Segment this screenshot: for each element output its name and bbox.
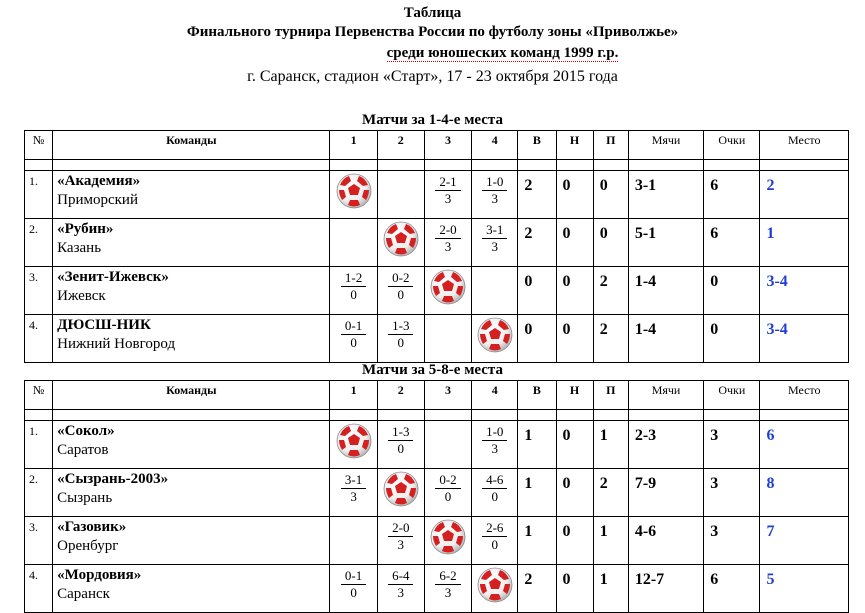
soccer-ball-icon (383, 471, 419, 507)
losses-value: 2 (593, 267, 628, 315)
goals-value: 1-4 (628, 267, 703, 315)
subtitle-age: среди юношеских команд 1999 г.р. (386, 45, 619, 61)
goals-value: 2-3 (628, 421, 703, 469)
match-points: 0 (350, 335, 357, 350)
row-number: 3. (25, 267, 53, 315)
column-header-c1: 1 (330, 131, 377, 160)
points-value: 3 (704, 469, 760, 517)
self-match-cell (330, 421, 377, 469)
row-number: 2. (25, 469, 53, 517)
team-name: «Сызрань-2003» (57, 471, 169, 487)
match-score: 0-1 (341, 568, 366, 585)
column-header-w: В (518, 131, 556, 160)
match-result-cell (377, 565, 424, 613)
team-cell (53, 421, 330, 469)
column-header-num: № (25, 381, 53, 410)
goals-value: 3-1 (628, 171, 703, 219)
team-name: «Мордовия» (57, 567, 142, 583)
match-points: 0 (491, 489, 498, 504)
match-points: 3 (491, 191, 498, 206)
points-value: 0 (704, 267, 760, 315)
soccer-ball-icon (430, 269, 466, 305)
table-row (25, 171, 849, 219)
standings-table (24, 130, 849, 363)
place-value: 5 (760, 565, 849, 613)
column-header-goals: Мячи (628, 381, 703, 410)
points-value: 0 (704, 315, 760, 363)
table-row (25, 315, 849, 363)
team-cell (53, 469, 330, 517)
standings-table (24, 380, 849, 613)
team-city: Сызрань (57, 490, 113, 506)
match-score: 6-2 (435, 568, 460, 585)
match-result-cell (330, 315, 377, 363)
place-value: 3-4 (760, 315, 849, 363)
wins-value: 0 (518, 267, 556, 315)
column-header-c3: 3 (424, 131, 471, 160)
match-score: 2-0 (388, 520, 413, 537)
match-points: 3 (350, 489, 357, 504)
match-result-cell (377, 517, 424, 565)
points-value: 6 (704, 219, 760, 267)
draws-value: 0 (556, 267, 593, 315)
wins-value: 1 (518, 421, 556, 469)
match-points: 3 (397, 537, 405, 552)
row-number: 4. (25, 565, 53, 613)
team-name: «Рубин» (57, 221, 114, 237)
table-row (25, 517, 849, 565)
team-name: «Газовик» (57, 519, 127, 535)
team-cell (53, 565, 330, 613)
match-score: 1-0 (482, 174, 507, 191)
soccer-ball-icon (477, 567, 513, 603)
place-value: 3-4 (760, 267, 849, 315)
match-points: 0 (444, 489, 452, 504)
place-value: 6 (760, 421, 849, 469)
title: Таблица (403, 5, 462, 21)
goals-value: 12-7 (628, 565, 703, 613)
draws-value: 0 (556, 565, 593, 613)
team-city: Саратов (57, 442, 109, 458)
group-title: Матчи за 1-4-е места (362, 112, 503, 128)
match-result-cell (424, 219, 471, 267)
match-score: 1-3 (388, 424, 413, 441)
match-score: 3-1 (482, 222, 507, 239)
column-header-l: П (593, 131, 628, 160)
place-value: 1 (760, 219, 849, 267)
draws-value: 0 (556, 469, 593, 517)
team-cell (53, 219, 330, 267)
empty-cell (472, 267, 518, 315)
goals-value: 7-9 (628, 469, 703, 517)
match-points: 3 (444, 239, 452, 254)
team-cell (53, 267, 330, 315)
match-result-cell (472, 469, 518, 517)
self-match-cell (377, 469, 424, 517)
match-points: 3 (444, 585, 452, 600)
match-result-cell (377, 315, 424, 363)
losses-value: 1 (593, 565, 628, 613)
column-header-points: Очки (704, 131, 760, 160)
match-score: 2-6 (482, 520, 507, 537)
self-match-cell (424, 517, 471, 565)
column-header-points: Очки (704, 381, 760, 410)
wins-value: 1 (518, 517, 556, 565)
losses-value: 2 (593, 315, 628, 363)
self-match-cell (472, 565, 518, 613)
column-header-place: Место (760, 131, 849, 160)
column-header-place: Место (760, 381, 849, 410)
soccer-ball-icon (336, 173, 372, 209)
match-score: 6-4 (388, 568, 413, 585)
match-result-cell (424, 469, 471, 517)
match-result-cell (330, 565, 377, 613)
row-number: 2. (25, 219, 53, 267)
soccer-ball-icon (477, 317, 513, 353)
match-result-cell (472, 421, 518, 469)
match-points: 0 (397, 287, 405, 302)
match-score: 3-1 (341, 472, 366, 489)
place-value: 7 (760, 517, 849, 565)
self-match-cell (472, 315, 518, 363)
losses-value: 2 (593, 469, 628, 517)
wins-value: 0 (518, 315, 556, 363)
match-result-cell (424, 565, 471, 613)
column-header-teams: Команды (53, 381, 330, 410)
team-cell (53, 315, 330, 363)
match-points: 0 (397, 441, 405, 456)
empty-cell (330, 517, 377, 565)
match-result-cell (377, 267, 424, 315)
wins-value: 2 (518, 171, 556, 219)
column-header-num: № (25, 131, 53, 160)
subtitle-tournament: Финального турнира Первенства России по футболу зоны «Приволжье» (186, 24, 679, 40)
soccer-ball-icon (336, 423, 372, 459)
team-name: ДЮСШ-НИК (57, 317, 151, 333)
wins-value: 2 (518, 219, 556, 267)
draws-value: 0 (556, 517, 593, 565)
match-points: 0 (350, 585, 357, 600)
match-points: 0 (397, 335, 405, 350)
column-header-goals: Мячи (628, 131, 703, 160)
column-header-c4: 4 (472, 131, 518, 160)
points-value: 6 (704, 171, 760, 219)
match-score: 2-1 (435, 174, 460, 191)
points-value: 3 (704, 421, 760, 469)
match-score: 2-0 (435, 222, 460, 239)
column-header-d: Н (556, 131, 593, 160)
draws-value: 0 (556, 421, 593, 469)
wins-value: 1 (518, 469, 556, 517)
empty-cell (424, 421, 471, 469)
row-number: 4. (25, 315, 53, 363)
wins-value: 2 (518, 565, 556, 613)
team-city: Саранск (57, 586, 110, 602)
match-result-cell (472, 219, 518, 267)
match-score: 4-6 (482, 472, 507, 489)
losses-value: 0 (593, 171, 628, 219)
goals-value: 5-1 (628, 219, 703, 267)
goals-value: 4-6 (628, 517, 703, 565)
empty-cell (424, 315, 471, 363)
draws-value: 0 (556, 171, 593, 219)
match-points: 3 (444, 191, 452, 206)
match-points: 0 (350, 287, 357, 302)
column-header-teams: Команды (53, 131, 330, 160)
team-cell (53, 517, 330, 565)
table-row (25, 469, 849, 517)
match-score: 0-2 (388, 270, 413, 287)
subtitle-venue: г. Саранск, стадион «Старт», 17 - 23 октября 2015 года (247, 68, 618, 85)
team-name: «Академия» (57, 173, 141, 189)
soccer-ball-icon (383, 221, 419, 257)
match-score: 1-0 (482, 424, 507, 441)
column-header-c4: 4 (472, 381, 518, 410)
row-number: 1. (25, 421, 53, 469)
match-result-cell (424, 171, 471, 219)
team-city: Казань (57, 240, 102, 256)
self-match-cell (424, 267, 471, 315)
losses-value: 0 (593, 219, 628, 267)
column-header-c2: 2 (377, 131, 424, 160)
soccer-ball-icon (430, 519, 466, 555)
row-number: 3. (25, 517, 53, 565)
self-match-cell (330, 171, 377, 219)
match-result-cell (330, 267, 377, 315)
match-result-cell (472, 517, 518, 565)
row-number: 1. (25, 171, 53, 219)
match-points: 0 (491, 537, 498, 552)
column-header-w: В (518, 381, 556, 410)
draws-value: 0 (556, 219, 593, 267)
points-value: 6 (704, 565, 760, 613)
table-row (25, 421, 849, 469)
column-header-c1: 1 (330, 381, 377, 410)
team-city: Оренбург (57, 538, 119, 554)
points-value: 3 (704, 517, 760, 565)
match-points: 3 (491, 441, 498, 456)
column-header-d: Н (556, 381, 593, 410)
column-header-c2: 2 (377, 381, 424, 410)
self-match-cell (377, 219, 424, 267)
team-cell (53, 171, 330, 219)
match-score: 1-2 (341, 270, 366, 287)
losses-value: 1 (593, 517, 628, 565)
column-header-l: П (593, 381, 628, 410)
match-result-cell (472, 171, 518, 219)
match-score: 0-1 (341, 318, 366, 335)
empty-cell (377, 171, 424, 219)
table-row (25, 565, 849, 613)
match-result-cell (377, 421, 424, 469)
place-value: 8 (760, 469, 849, 517)
match-score: 1-3 (388, 318, 413, 335)
losses-value: 1 (593, 421, 628, 469)
match-result-cell (330, 469, 377, 517)
table-row (25, 219, 849, 267)
table-row (25, 267, 849, 315)
team-name: «Зенит-Ижевск» (57, 269, 169, 285)
place-value: 2 (760, 171, 849, 219)
goals-value: 1-4 (628, 315, 703, 363)
team-city: Ижевск (57, 288, 106, 304)
group-title: Матчи за 5-8-е места (362, 362, 503, 378)
team-city: Приморский (57, 192, 138, 208)
draws-value: 0 (556, 315, 593, 363)
team-name: «Сокол» (57, 423, 115, 439)
team-city: Нижний Новгород (57, 336, 176, 352)
match-points: 3 (397, 585, 405, 600)
match-points: 3 (491, 239, 498, 254)
empty-cell (330, 219, 377, 267)
column-header-c3: 3 (424, 381, 471, 410)
match-score: 0-2 (435, 472, 460, 489)
